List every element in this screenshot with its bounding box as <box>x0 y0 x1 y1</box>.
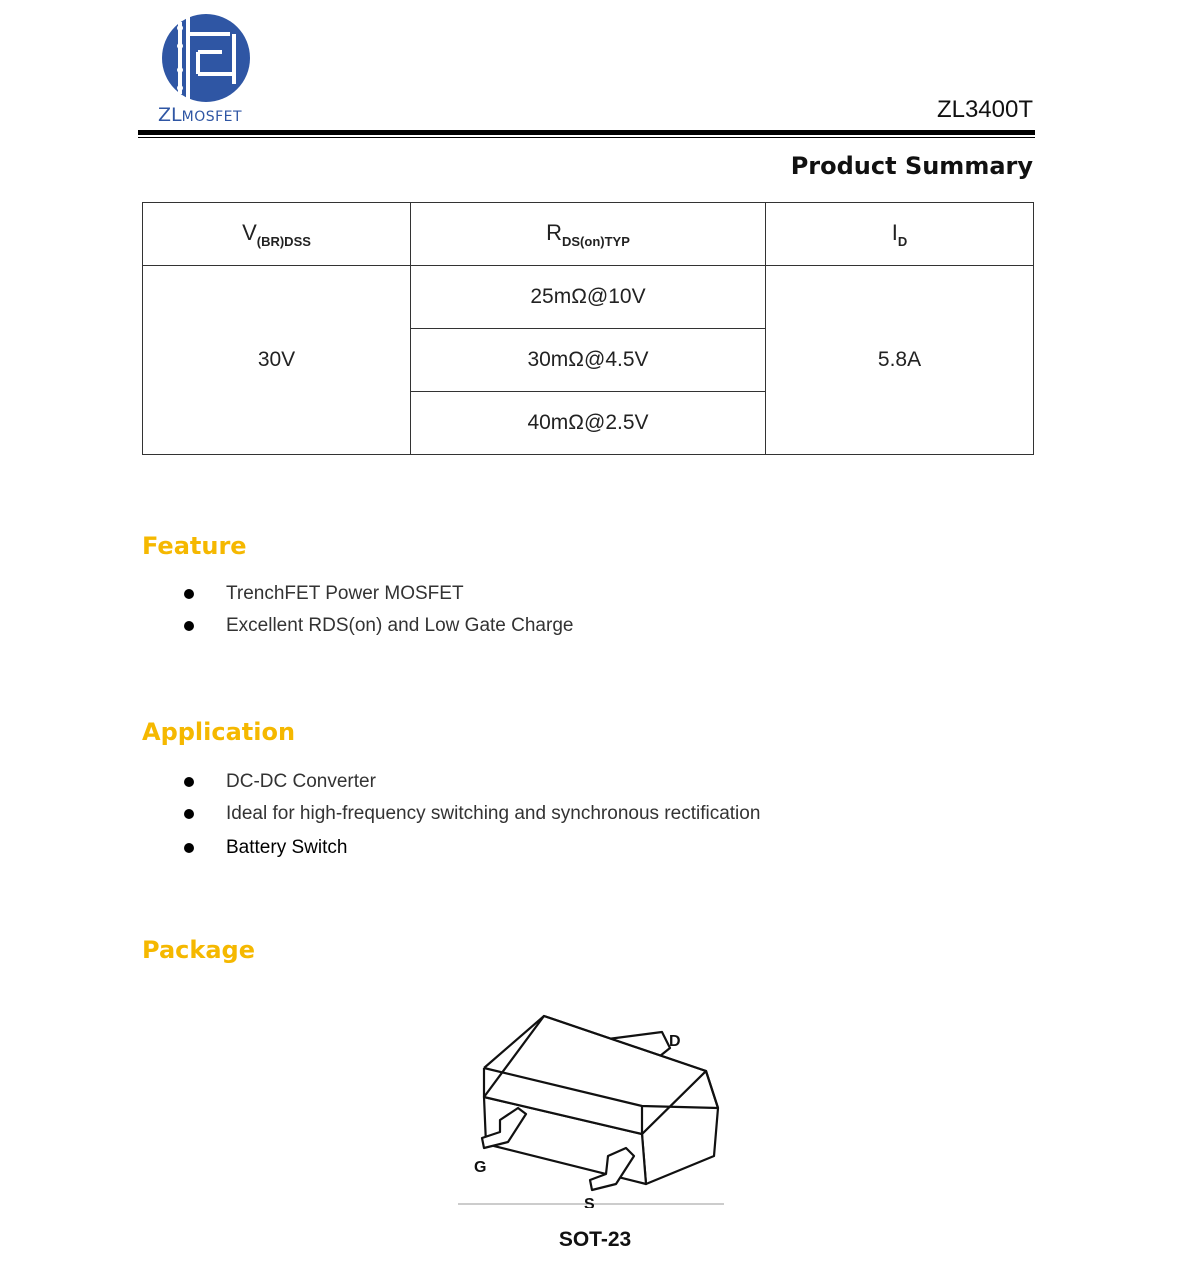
bullet-icon <box>184 621 194 631</box>
rdson-value-2v5: 40mΩ@2.5V <box>411 392 766 455</box>
list-item <box>182 578 573 610</box>
part-number: ZL3400T <box>936 96 1033 123</box>
table-header-row <box>143 203 1034 266</box>
header-rule-thin <box>138 137 1035 138</box>
product-summary-table <box>142 202 1034 455</box>
logo-wordmark <box>158 104 242 126</box>
list-item-text: Ideal for high-frequency switching and synchronous rectification <box>226 803 761 824</box>
header-rdson <box>411 203 766 266</box>
header-vbrdss <box>143 203 411 266</box>
list-item-text: DC-DC Converter <box>226 771 376 792</box>
header-id <box>766 203 1034 266</box>
pin-label-g: G <box>474 1159 487 1176</box>
package-name: SOT-23 <box>558 1228 632 1251</box>
bullet-icon <box>184 589 194 599</box>
table-row <box>143 266 1034 329</box>
application-list <box>182 766 760 866</box>
list-item <box>182 830 760 866</box>
pin-label-s: S <box>584 1196 595 1208</box>
header-rdson-symbol: R <box>546 219 562 245</box>
logo-text-mosfet: MOSFET <box>181 109 243 125</box>
header-id-subscript: D <box>897 233 908 249</box>
product-summary-title: Product Summary <box>790 152 1033 180</box>
bullet-icon <box>184 843 194 853</box>
id-value: 5.8A <box>766 266 1034 455</box>
sot23-package-icon <box>456 996 726 1208</box>
list-item-text: TrenchFET Power MOSFET <box>226 583 464 604</box>
list-item <box>182 766 760 798</box>
package-title: Package <box>142 936 255 964</box>
logo-text-zl: ZL <box>158 104 182 126</box>
list-item-text: Battery Switch <box>226 837 348 858</box>
pin-label-d: D <box>669 1033 681 1050</box>
feature-title: Feature <box>142 532 247 560</box>
bullet-icon <box>184 809 194 819</box>
feature-list <box>182 578 573 642</box>
header-rdson-subscript: DS(on)TYP <box>562 233 630 249</box>
list-item-text: Excellent RDS(on) and Low Gate Charge <box>226 615 574 636</box>
list-item <box>182 610 573 642</box>
rdson-value-10v: 25mΩ@10V <box>411 266 766 329</box>
vbrdss-value: 30V <box>143 266 411 455</box>
list-item <box>182 798 760 830</box>
header-vbrdss-subscript: (BR)DSS <box>256 233 311 249</box>
rdson-value-4v5: 30mΩ@4.5V <box>411 329 766 392</box>
header-id-symbol: I <box>891 219 898 245</box>
bullet-icon <box>184 777 194 787</box>
header-vbrdss-symbol: V <box>242 219 257 245</box>
application-title: Application <box>142 718 296 746</box>
header-rule-thick <box>138 130 1035 135</box>
